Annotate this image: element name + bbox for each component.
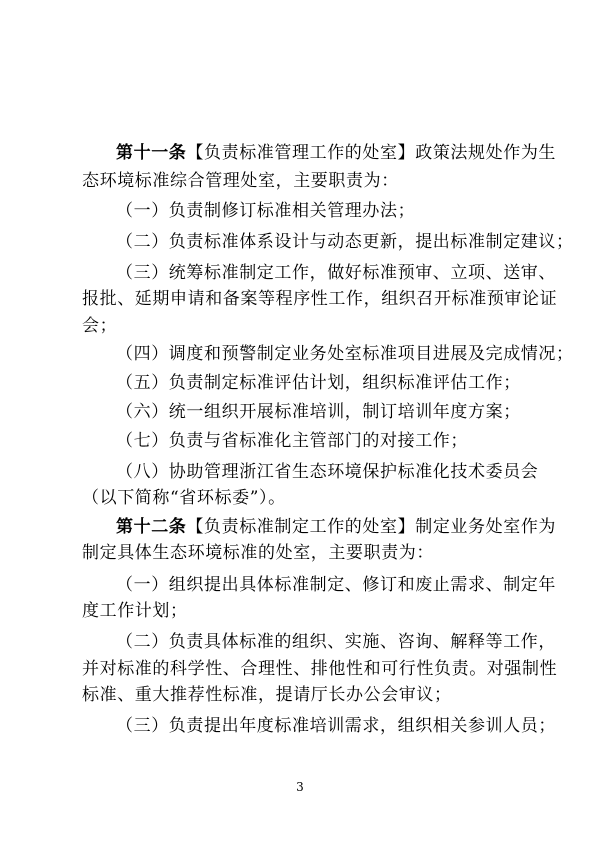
article-12-item-1-cont-1: 度工作计划； bbox=[82, 601, 188, 621]
article-12-heading: 【负责标准制定工作的处室】 bbox=[186, 517, 416, 537]
article-11-item-5: （五）负责制定标准评估计划，组织标准评估工作； bbox=[116, 373, 521, 393]
article-12-item-1: （一）组织提出具体标准制定、修订和废止需求、制定年 bbox=[116, 575, 556, 595]
article-12-intro-cont: 制定具体生态环境标准的处室，主要职责为： bbox=[82, 543, 434, 563]
article-11-item-8: （八）协助管理浙江省生态环境保护标准化技术委员会 bbox=[116, 462, 539, 482]
article-12-item-2-cont-1: 并对标准的科学性、合理性、排他性和可行性负责。对强制性 bbox=[82, 659, 558, 679]
article-11-item-3-cont-2: 会； bbox=[82, 316, 118, 336]
article-12-item-2-cont-2: 标准、重大推荐性标准，提请厅长办公会审议； bbox=[82, 685, 452, 705]
article-11-item-7: （七）负责与省标准化主管部门的对接工作； bbox=[116, 431, 468, 451]
article-11-item-4: （四）调度和预警制定业务处室标准项目进展及完成情况； bbox=[116, 344, 574, 364]
article-11-number: 第十一条 bbox=[116, 143, 187, 163]
article-11-title-line bbox=[116, 143, 557, 163]
article-12-intro: 制定业务处室作为 bbox=[415, 517, 557, 537]
article-11-item-3: （三）统筹标准制定工作，做好标准预审、立项、送审、 bbox=[116, 263, 556, 283]
article-12-item-3: （三）负责提出年度标准培训需求，组织相关参训人员； bbox=[116, 716, 556, 736]
page-number: 3 bbox=[296, 780, 304, 794]
article-11-item-3-cont-1: 报批、延期申请和备案等程序性工作，组织召开标准预审论证 bbox=[82, 289, 558, 309]
article-11-item-6: （六）统一组织开展标准培训，制订培训年度方案； bbox=[116, 402, 521, 422]
article-12-title-line bbox=[116, 517, 557, 537]
article-11-item-1: （一）负责制修订标准相关管理办法； bbox=[116, 201, 416, 221]
article-11-heading: 【负责标准管理工作的处室】 bbox=[186, 143, 416, 163]
article-12-item-2: （二）负责具体标准的组织、实施、咨询、解释等工作， bbox=[116, 632, 556, 652]
article-11-item-8-cont-1: （以下简称“省环标委”）。 bbox=[82, 488, 286, 508]
article-12-number: 第十二条 bbox=[116, 517, 187, 537]
article-11-intro-cont: 态环境标准综合管理处室，主要职责为： bbox=[82, 171, 399, 191]
article-11-intro: 政策法规处作为生 bbox=[415, 143, 557, 163]
article-11-item-2: （二）负责标准体系设计与动态更新，提出标准制定建议； bbox=[116, 232, 574, 252]
